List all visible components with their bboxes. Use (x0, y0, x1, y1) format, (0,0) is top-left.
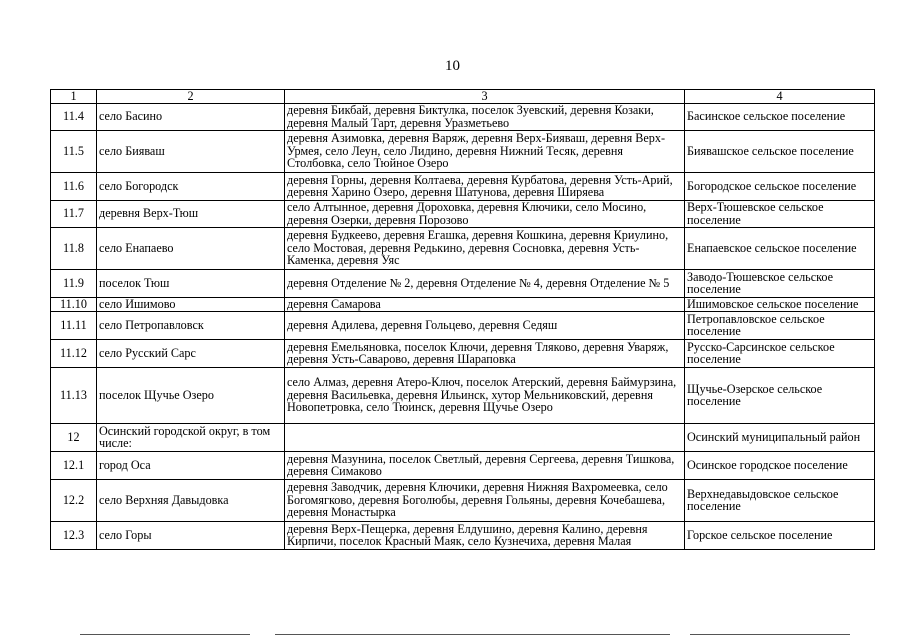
municipality-name: Верх-Тюшевское сельское поселение (685, 200, 875, 227)
settlement-list: деревня Адилева, деревня Гольцево, деревня Седяш (285, 311, 685, 339)
municipality-name: Заводо-Тюшевское сельское поселение (685, 269, 875, 297)
table-row (51, 103, 875, 130)
center-name: село Петропавловск (97, 311, 285, 339)
municipality-name: Петропавловское сельское поселение (685, 311, 875, 339)
settlement-list: село Алмаз, деревня Атеро-Ключ, поселок Атерский, деревня Баймурзина, деревня Васильевка, деревня Ильинск, хутор Мельниковский, деревня Новопетровка, село Тюинск, деревня Щучье Озеро (285, 367, 685, 423)
center-name: село Бияваш (97, 130, 285, 172)
table-row (51, 311, 875, 339)
settlement-list: деревня Заводчик, деревня Ключики, деревня Нижняя Вахромеевка, село Богомягково, деревня Боголюбы, деревня Гольяны, деревня Кочебашева, деревня Монастырка (285, 479, 685, 521)
row-number: 12 (51, 423, 97, 451)
center-name: поселок Щучье Озеро (97, 367, 285, 423)
column-header: 1 (51, 90, 97, 104)
center-name: село Басино (97, 103, 285, 130)
settlement-list: деревня Самарова (285, 297, 685, 311)
settlement-list: деревня Бикбай, деревня Биктулка, поселок Зуевский, деревня Козаки, деревня Малый Тарт, деревня Уразметьево (285, 103, 685, 130)
municipality-name: Богородское сельское поселение (685, 172, 875, 200)
center-name: деревня Верх-Тюш (97, 200, 285, 227)
settlement-list: деревня Верх-Пещерка, деревня Елдушино, деревня Калино, деревня Кирпичи, поселок Красный Маяк, село Кузнечиха, деревня Малая (285, 521, 685, 549)
center-name: село Русский Сарс (97, 339, 285, 367)
table-row (51, 521, 875, 549)
municipality-name: Осинский муниципальный район (685, 423, 875, 451)
column-header: 2 (97, 90, 285, 104)
row-number: 12.1 (51, 451, 97, 479)
municipality-name: Осинское городское поселение (685, 451, 875, 479)
table-header-row (51, 90, 875, 104)
row-number: 11.13 (51, 367, 97, 423)
settlement-list: деревня Мазунина, поселок Светлый, деревня Сергеева, деревня Тишкова, деревня Симаково (285, 451, 685, 479)
settlement-list: деревня Емельяновка, поселок Ключи, деревня Тляково, деревня Уваряж, деревня Усть-Саварово, деревня Шараповка (285, 339, 685, 367)
row-number: 11.11 (51, 311, 97, 339)
settlement-list (285, 423, 685, 451)
table-row (51, 423, 875, 451)
table-row (51, 479, 875, 521)
column-header: 3 (285, 90, 685, 104)
table-row (51, 172, 875, 200)
municipality-name: Басинское сельское поселение (685, 103, 875, 130)
table-row (51, 339, 875, 367)
center-name: село Богородск (97, 172, 285, 200)
row-number: 11.6 (51, 172, 97, 200)
row-number: 11.12 (51, 339, 97, 367)
row-number: 12.3 (51, 521, 97, 549)
table-row (51, 297, 875, 311)
bottom-rule (80, 634, 250, 635)
center-name: Осинский городской округ, в том числе: (97, 423, 285, 451)
municipality-name: Горское сельское поселение (685, 521, 875, 549)
center-name: село Верхняя Давыдовка (97, 479, 285, 521)
settlement-list: деревня Горны, деревня Колтаева, деревня Курбатова, деревня Усть-Арий, деревня Харино Озеро, деревня Шатунова, деревня Ширяева (285, 172, 685, 200)
settlement-list: деревня Азимовка, деревня Варяж, деревня Верх-Бияваш, деревня Верх-Урмея, село Леун, село Лидино, деревня Нижний Тесяк, деревня Столбовка, село Тюйное Озеро (285, 130, 685, 172)
municipality-name: Верхнедавыдовское сельское поселение (685, 479, 875, 521)
center-name: село Енапаево (97, 227, 285, 269)
bottom-rule (690, 634, 850, 635)
center-name: село Горы (97, 521, 285, 549)
column-header: 4 (685, 90, 875, 104)
municipality-name: Русско-Сарсинское сельское поселение (685, 339, 875, 367)
municipality-name: Енапаевское сельское поселение (685, 227, 875, 269)
municipality-name: Ишимовское сельское поселение (685, 297, 875, 311)
table-row (51, 367, 875, 423)
table-row (51, 130, 875, 172)
row-number: 11.9 (51, 269, 97, 297)
settlement-list: деревня Отделение № 2, деревня Отделение № 4, деревня Отделение № 5 (285, 269, 685, 297)
table-row (51, 269, 875, 297)
bottom-rule (275, 634, 670, 635)
center-name: город Оса (97, 451, 285, 479)
row-number: 11.5 (51, 130, 97, 172)
row-number: 12.2 (51, 479, 97, 521)
table-row (51, 451, 875, 479)
table-row (51, 227, 875, 269)
settlement-list: деревня Будкеево, деревня Егашка, деревня Кошкина, деревня Криулино, село Мостовая, деревня Редькино, деревня Сосновка, деревня Усть-Каменка, деревня Уяс (285, 227, 685, 269)
center-name: поселок Тюш (97, 269, 285, 297)
row-number: 11.8 (51, 227, 97, 269)
municipality-name: Биявашское сельское поселение (685, 130, 875, 172)
row-number: 11.10 (51, 297, 97, 311)
row-number: 11.4 (51, 103, 97, 130)
table-row (51, 200, 875, 227)
settlement-list: село Алтынное, деревня Дороховка, деревня Ключики, село Мосино, деревня Озерки, деревня Порозово (285, 200, 685, 227)
settlements-table (50, 89, 875, 550)
municipality-name: Щучье-Озерское сельское поселение (685, 367, 875, 423)
page-number: 10 (445, 58, 460, 74)
center-name: село Ишимово (97, 297, 285, 311)
row-number: 11.7 (51, 200, 97, 227)
